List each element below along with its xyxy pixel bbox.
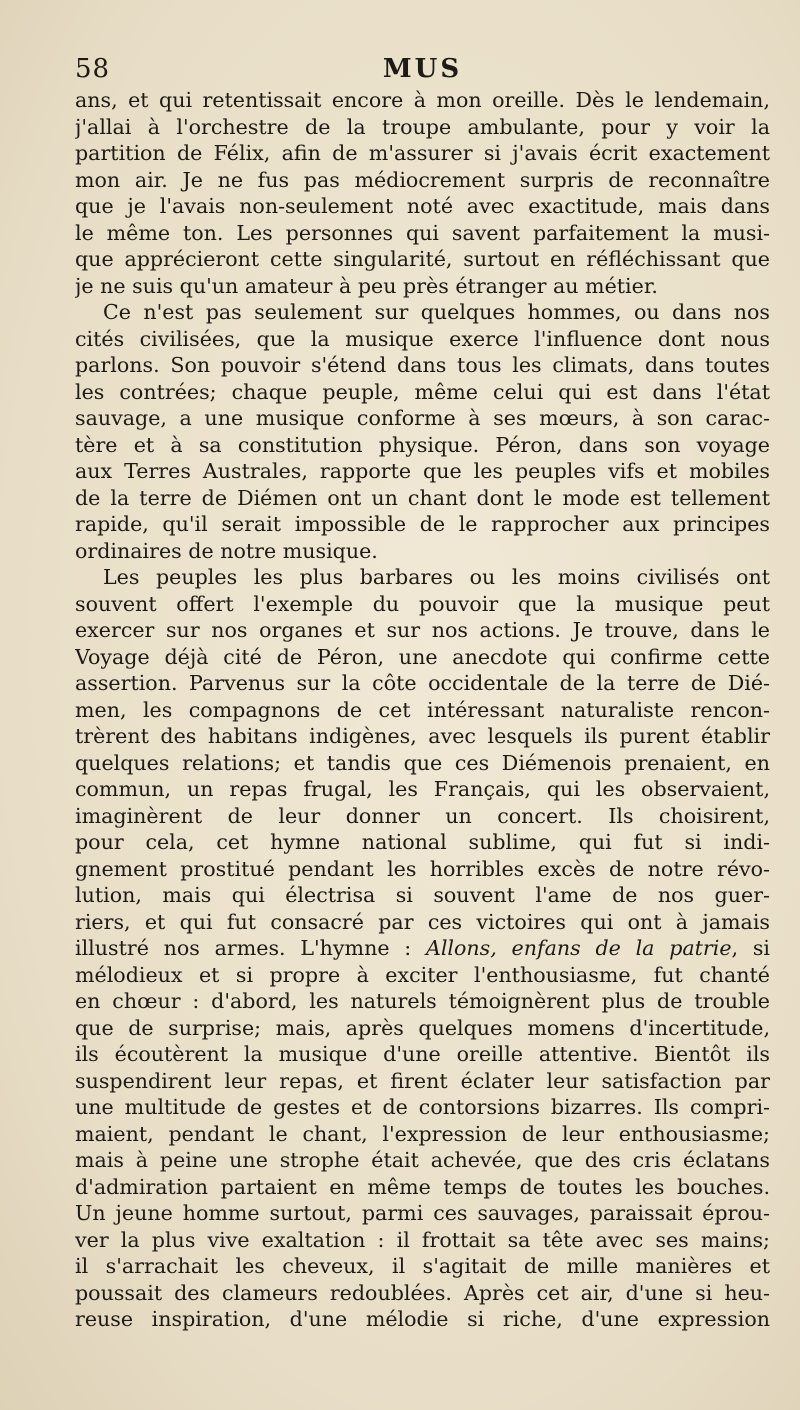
running-head: MUS	[382, 54, 463, 84]
page-number: 58	[75, 54, 111, 84]
text-line: ordinaires de notre musique.	[75, 538, 378, 563]
text-line: pour cela, cet hymne national sublime, qui fut si indi-	[75, 830, 770, 854]
text-line: riers, et qui fut consacré par ces victoires qui ont à jamais	[75, 909, 770, 934]
text-line: de la terre de Diémen ont un chant dont le mode est tellement	[75, 485, 770, 510]
text-line: que apprécieront cette singularité, surtout en réfléchissant que	[75, 247, 770, 271]
text-line: le même ton. Les personnes qui savent parfaitement la musi-	[75, 220, 770, 245]
text-line-with-quote	[75, 935, 770, 962]
text-line: ans, et qui retentissait encore à mon oreille. Dès le lendemain,	[75, 88, 770, 112]
text-line: parlons. Son pouvoir s'étend dans tous les climats, dans toutes	[75, 353, 770, 377]
text-line: aux Terres Australes, rapporte que les peuples vifs et mobiles	[75, 459, 770, 483]
text-line: mais à peine une strophe était achevée, que des cris éclatans	[75, 1148, 770, 1172]
text-line: imaginèrent de leur donner un concert. Ils choisirent,	[75, 803, 770, 828]
text-line: d'admiration partaient en même temps de toutes les bouches.	[75, 1174, 770, 1199]
text-line: en chœur : d'abord, les naturels témoignèrent plus de trouble	[75, 989, 770, 1013]
text-line: exercer sur nos organes et sur nos actions. Je trouve, dans le	[75, 618, 770, 642]
text-line: les contrées; chaque peuple, même celui qui est dans l'état	[75, 379, 770, 404]
text-line: trèrent des habitans indigènes, avec lesquels ils purent établir	[75, 724, 770, 748]
text-line: que je l'avais non-seulement noté avec exactitude, mais dans	[75, 194, 770, 218]
text-line: maient, pendant le chant, l'expression de leur enthousiasme;	[75, 1121, 770, 1146]
page-header	[75, 52, 770, 86]
text-line: rapide, qu'il serait impossible de le rapprocher aux principes	[75, 512, 770, 536]
text-line: il s'arrachait les cheveux, il s'agitait de mille manières et	[75, 1254, 770, 1278]
text-line: reuse inspiration, d'une mélodie si riche, d'une expression	[75, 1307, 770, 1331]
text-line: je ne suis qu'un amateur à peu près étranger au métier.	[75, 273, 658, 298]
text-line: ver la plus vive exaltation : il frottait sa tête avec ses mains;	[75, 1227, 770, 1252]
text-line: gnement prostitué pendant les horribles excès de notre révo-	[75, 856, 770, 881]
text-line: poussait des clameurs redoublées. Après cet air, d'une si heu-	[75, 1280, 770, 1305]
text-line: j'allai à l'orchestre de la troupe ambulante, pour y voir la	[75, 114, 770, 139]
text-line: tère et à sa constitution physique. Péron, dans son voyage	[75, 432, 770, 457]
text-line: Les peuples les plus barbares ou les moins civilisés ont	[103, 565, 770, 589]
text-line: cités civilisées, que la musique exerce l'influence dont nous	[75, 326, 770, 351]
text-line: souvent offert l'exemple du pouvoir que la musique peut	[75, 591, 770, 616]
text-line: une multitude de gestes et de contorsions bizarres. Ils compri-	[75, 1095, 770, 1119]
quote-lead-in: illustré nos armes. L'hymne :	[75, 936, 412, 960]
text-line: sauvage, a une musique conforme à ses mœurs, à son carac-	[75, 406, 770, 430]
text-line: que de surprise; mais, après quelques momens d'incertitude,	[75, 1015, 770, 1040]
text-line: ils écoutèrent la musique d'une oreille attentive. Bientôt ils	[75, 1042, 770, 1066]
text-line: mon air. Je ne fus pas médiocrement surpris de reconnaître	[75, 167, 770, 192]
text-line: partition de Félix, afin de m'assurer si j'avais écrit exactement	[75, 141, 770, 165]
text-line: assertion. Parvenus sur la côte occidentale de la terre de Dié-	[75, 671, 770, 695]
text-line: quelques relations; et tandis que ces Diémenois prenaient, en	[75, 750, 770, 775]
text-line: mélodieux et si propre à exciter l'enthousiasme, fut chanté	[75, 962, 770, 987]
body-text	[75, 87, 770, 1333]
text-line: Un jeune homme surtout, parmi ces sauvages, paraissait éprou-	[75, 1201, 770, 1225]
quote-trail: , si	[731, 936, 770, 960]
text-line: Ce n'est pas seulement sur quelques hommes, ou dans nos	[103, 300, 770, 324]
text-line: men, les compagnons de cet intéressant naturaliste rencon-	[75, 697, 770, 722]
text-line: lution, mais qui électrisa si souvent l'ame de nos guer-	[75, 883, 770, 907]
text-line: commun, un repas frugal, les Français, qui les observaient,	[75, 777, 770, 801]
text-line: Voyage déjà cité de Péron, une anecdote qui confirme cette	[75, 644, 770, 669]
text-line: suspendirent leur repas, et firent éclater leur satisfaction par	[75, 1068, 770, 1093]
hymn-title: Allons, enfans de la patrie	[425, 936, 732, 960]
